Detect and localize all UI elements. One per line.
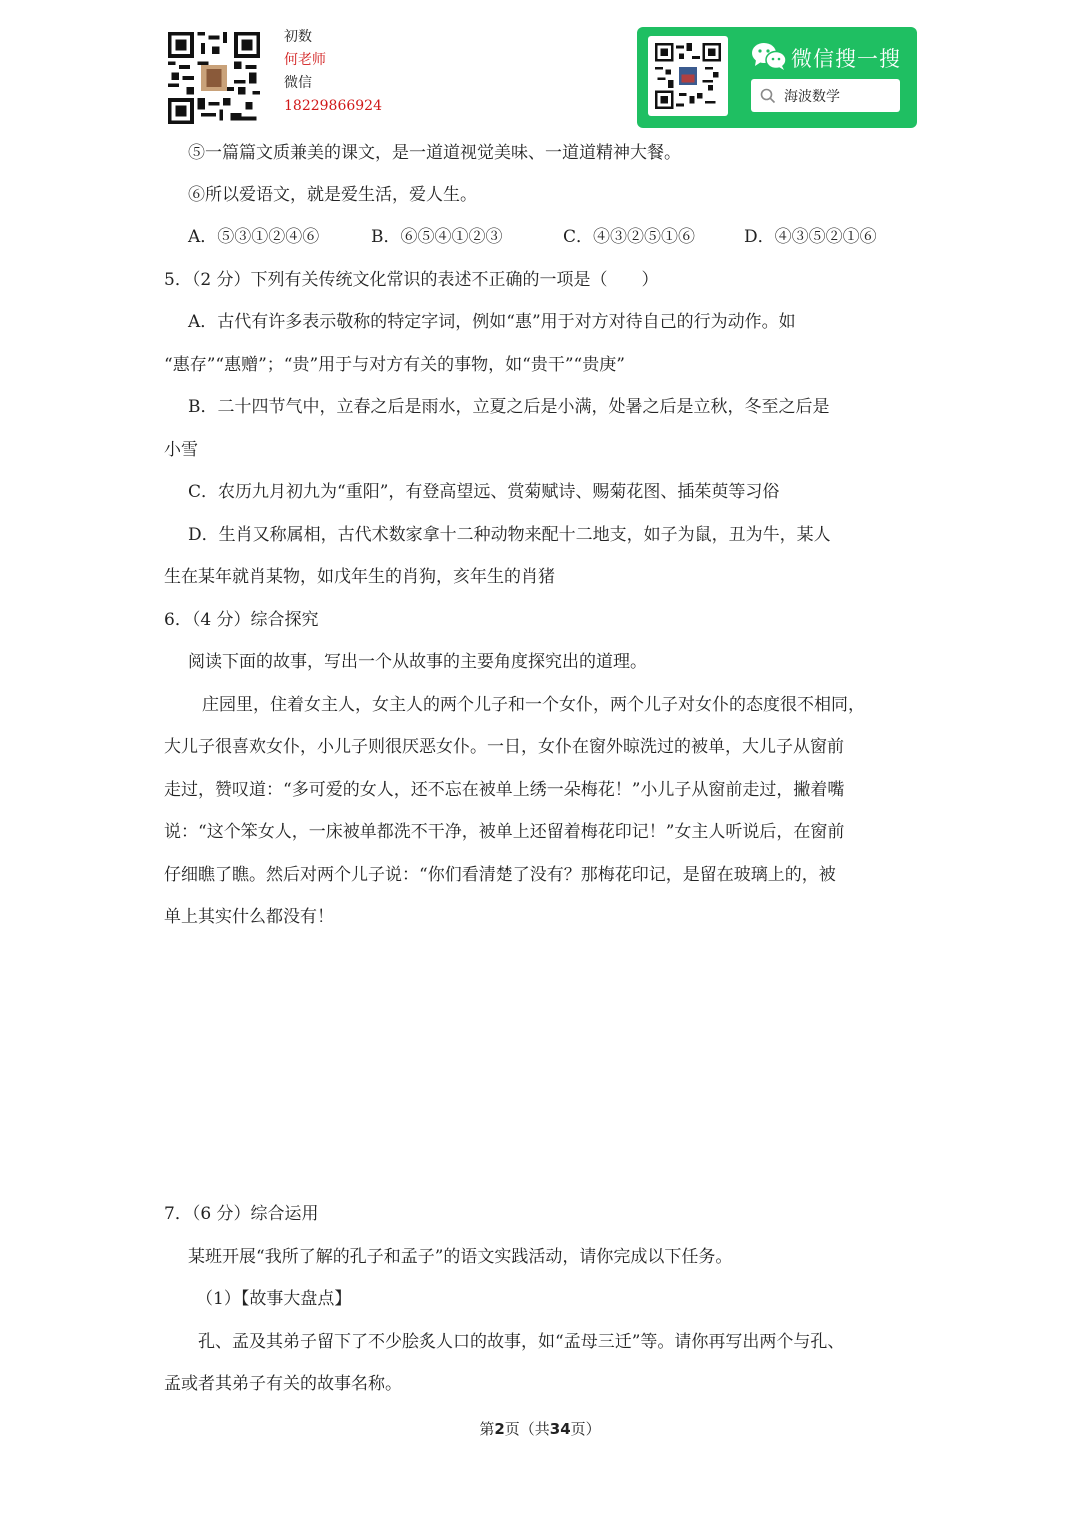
q7-subtask-text: 孟或者其弟子有关的故事名称。 bbox=[164, 1374, 402, 1394]
q4-option-a: A．⑤③①②④⑥ bbox=[188, 227, 320, 247]
q5-option-b-cont: 小雪 bbox=[164, 440, 198, 460]
q6-story-line: 庄园里，住着女主人，女主人的两个儿子和一个女仆，两个儿子对女仆的态度很不相同， bbox=[202, 695, 865, 715]
wechat-search-text: 海波数学 bbox=[784, 89, 840, 105]
q7-subtask-text: 孔、孟及其弟子留下了不少脍炙人口的故事，如“孟母三迁”等。请你再写出两个与孔、 bbox=[198, 1332, 845, 1352]
q7-instruction: 某班开展“我所了解的孔子和孟子”的语文实践活动，请你完成以下任务。 bbox=[188, 1247, 733, 1267]
q4-option-d: D．④③⑤②①⑥ bbox=[744, 227, 877, 247]
text-line: ⑥所以爱语文，就是爱生活，爱人生。 bbox=[188, 185, 477, 205]
q4-option-b: B．⑥⑤④①②③ bbox=[371, 227, 503, 247]
qr-code-left bbox=[168, 32, 260, 124]
q5-option-b: B．二十四节气中，立春之后是雨水，立夏之后是小满，处暑之后是立秋，冬至之后是 bbox=[188, 397, 830, 417]
q5-title: 5．（2 分）下列有关传统文化常识的表述不正确的一项是（ ） bbox=[164, 270, 659, 290]
qr-code-icon bbox=[655, 43, 721, 109]
wechat-search-card[interactable] bbox=[637, 27, 917, 128]
contact-info bbox=[284, 26, 382, 118]
wechat-card-title: 微信搜一搜 bbox=[791, 47, 901, 71]
q6-story-line: 仔细瞧了瞧。然后对两个儿子说：“你们看清楚了没有？那梅花印记，是留在玻璃上的，被 bbox=[164, 865, 836, 885]
text-line: ⑤一篇篇文质兼美的课文，是一道道视觉美味、一道道精神大餐。 bbox=[188, 143, 681, 163]
footer-suffix: 页） bbox=[570, 1420, 601, 1438]
contact-phone: 18229866924 bbox=[284, 98, 382, 114]
q5-option-d: D．生肖又称属相，古代术数家拿十二种动物来配十二地支，如子为鼠，丑为牛，某人 bbox=[188, 525, 831, 545]
footer-middle: 页（共 bbox=[504, 1420, 550, 1438]
q6-story-line: 走过，赞叹道：“多可爱的女人，还不忘在被单上绣一朵梅花！”小儿子从窗前走过，撇着嘴 bbox=[164, 780, 845, 800]
wechat-logo-icon bbox=[751, 41, 787, 71]
contact-wechat-label: 微信 bbox=[284, 75, 312, 91]
qr-code-right bbox=[648, 36, 728, 116]
page-total: 34 bbox=[549, 1420, 571, 1438]
page-number: 2 bbox=[494, 1420, 505, 1438]
contact-subject: 初数 bbox=[284, 29, 312, 45]
q5-option-c: C．农历九月初九为“重阳”，有登高望远、赏菊赋诗、赐菊花图、插茱萸等习俗 bbox=[188, 482, 780, 502]
q7-title: 7．（6 分）综合运用 bbox=[164, 1204, 319, 1224]
q6-instruction: 阅读下面的故事，写出一个从故事的主要角度探究出的道理。 bbox=[188, 652, 647, 672]
contact-teacher: 何老师 bbox=[284, 52, 326, 68]
q5-option-a-cont: “惠存”“惠赠”；“贵”用于与对方有关的事物，如“贵干”“贵庚” bbox=[164, 355, 625, 375]
q6-story-line: 说：“这个笨女人，一床被单都洗不干净，被单上还留着梅花印记！”女主人听说后，在窗前 bbox=[164, 822, 845, 842]
search-icon bbox=[760, 88, 776, 104]
wechat-search-box[interactable] bbox=[751, 79, 900, 112]
page-footer bbox=[0, 1418, 1080, 1439]
q4-option-c: C．④③②⑤①⑥ bbox=[563, 227, 696, 247]
q5-option-d-cont: 生在某年就肖某物，如戊年生的肖狗，亥年生的肖猪 bbox=[164, 567, 555, 587]
q7-subtask-title: （1）【故事大盘点】 bbox=[196, 1289, 352, 1309]
q6-story-line: 大儿子很喜欢女仆，小儿子则很厌恶女仆。一日，女仆在窗外晾洗过的被单，大儿子从窗前 bbox=[164, 737, 844, 757]
q5-option-a: A．古代有许多表示敬称的特定字词，例如“惠”用于对方对待自己的行为动作。如 bbox=[188, 312, 796, 332]
q6-story-line: 单上其实什么都没有！ bbox=[164, 907, 334, 927]
footer-prefix: 第 bbox=[479, 1420, 495, 1438]
q6-title: 6．（4 分）综合探究 bbox=[164, 610, 319, 630]
